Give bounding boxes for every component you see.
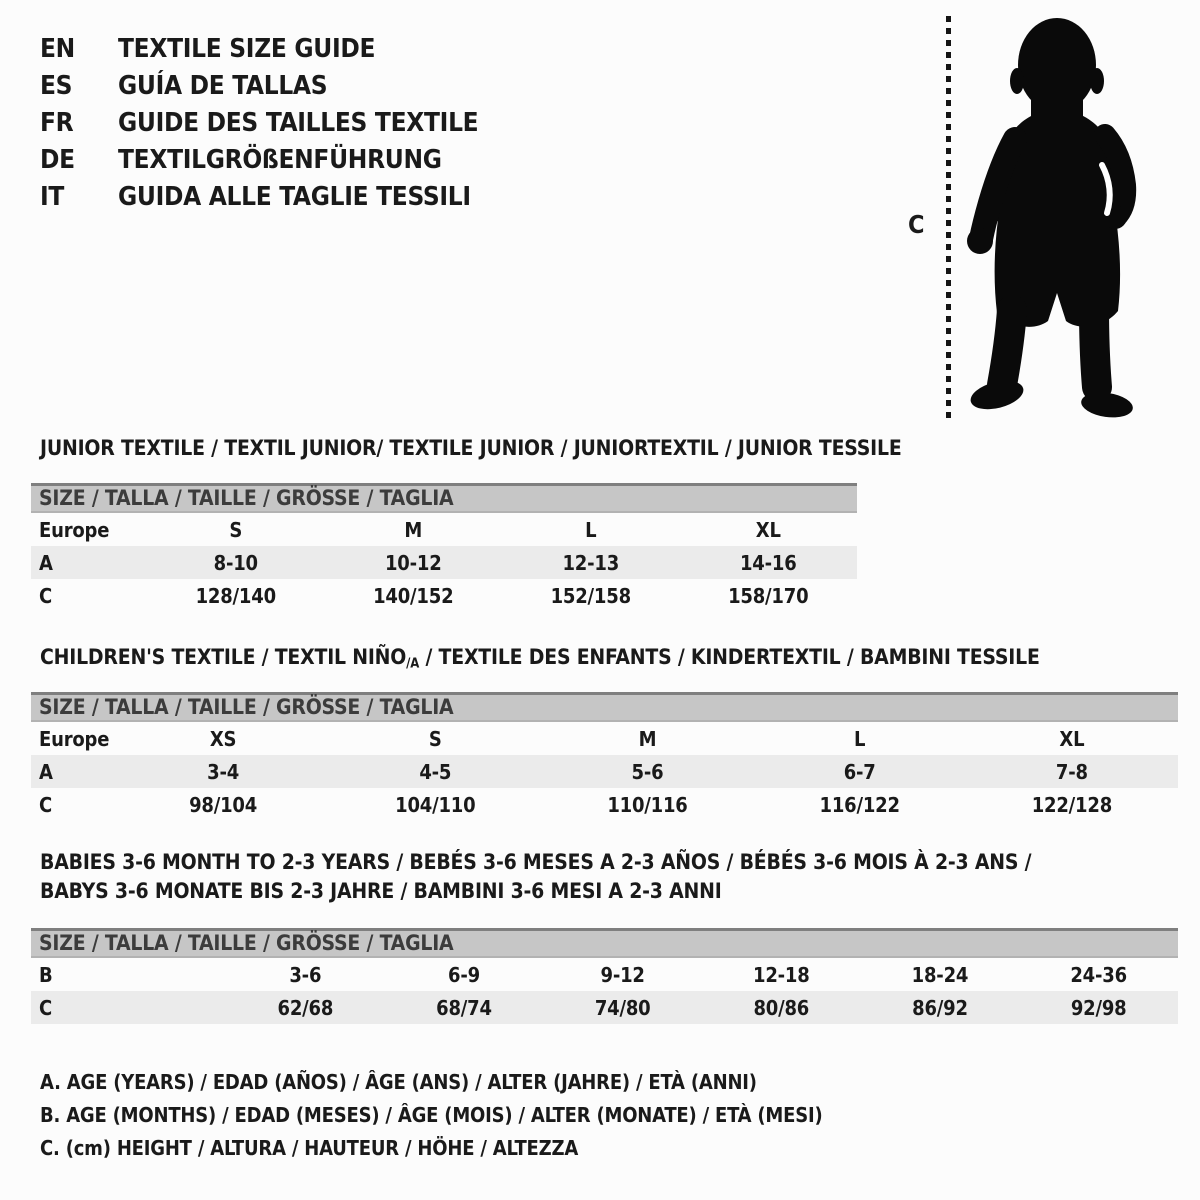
language-code: IT [40,181,65,212]
table-row [31,958,1178,991]
height-measure-label: C [908,210,925,239]
language-label: TEXTILGRÖßENFÜHRUNG [118,144,442,175]
language-header [40,30,478,215]
language-row [40,104,478,141]
size-cell: 104/110 [395,792,476,817]
language-row [40,141,478,178]
size-cell: S [229,517,243,542]
language-row [40,178,478,215]
row-label: Europe [39,726,110,751]
children-section-heading [40,645,1040,672]
table-row [31,722,1178,755]
table-row [31,755,1178,788]
row-label: C [39,583,53,608]
size-cell: S [428,726,442,751]
children-heading-subscript: /A [406,656,420,672]
size-cell: 12-13 [562,550,620,575]
size-cell: 98/104 [189,792,258,817]
footnote-a: A. AGE (YEARS) / EDAD (AÑOS) / ÂGE (ANS) / ALTER (JAHRE) / ETÀ (ANNI) [40,1070,757,1094]
size-cell: 62/68 [277,995,334,1020]
size-cell: 5-6 [631,759,664,784]
children-heading-text: CHILDREN'S TEXTILE / TEXTIL NIÑO [40,645,407,669]
size-cell: 18-24 [911,962,969,987]
size-cell: 116/122 [819,792,900,817]
junior-size-table [31,483,857,612]
footnotes [40,1066,823,1165]
junior-size-bar: SIZE / TALLA / TAILLE / GRÖSSE / TAGLIA [31,483,857,513]
size-cell: L [854,726,866,751]
language-label: GUIDE DES TAILLES TEXTILE [118,107,479,138]
size-cell: 74/80 [594,995,651,1020]
row-label: A [39,550,53,575]
size-cell: M [638,726,657,751]
row-label: C [39,792,53,817]
size-cell: 3-6 [289,962,322,987]
size-cell: 6-7 [843,759,876,784]
table-row [31,579,857,612]
table-row [31,513,857,546]
row-label: Europe [39,517,110,542]
language-code: ES [40,70,73,101]
height-dashed-line [946,16,951,418]
row-label: A [39,759,53,784]
size-cell: 140/152 [373,583,454,608]
babies-size-table [31,928,1178,1024]
size-cell: 110/116 [607,792,688,817]
size-cell: 7-8 [1055,759,1088,784]
size-cell: 158/170 [728,583,809,608]
language-label: GUÍA DE TALLAS [118,70,328,101]
babies-heading-line2: BABYS 3-6 MONATE BIS 2-3 JAHRE / BAMBINI 3-6 MESI A 2-3 ANNI [40,879,722,903]
size-cell: 80/86 [753,995,810,1020]
size-cell: 92/98 [1070,995,1127,1020]
size-cell: 128/140 [195,583,276,608]
size-cell: 24-36 [1070,962,1127,987]
children-heading-text: / TEXTILE DES ENFANTS / KINDERTEXTIL / BAMBINI TESSILE [419,645,1040,669]
size-cell: 86/92 [912,995,968,1020]
size-cell: 122/128 [1031,792,1113,817]
row-label: C [39,995,53,1020]
babies-size-bar: SIZE / TALLA / TAILLE / GRÖSSE / TAGLIA [31,928,1178,958]
junior-section-heading: JUNIOR TEXTILE / TEXTIL JUNIOR/ TEXTILE JUNIOR / JUNIORTEXTIL / JUNIOR TESSILE [40,436,902,460]
row-label: B [39,962,53,987]
size-cell: 8-10 [213,550,258,575]
size-cell: 68/74 [436,995,492,1020]
children-size-bar: SIZE / TALLA / TAILLE / GRÖSSE / TAGLIA [31,692,1178,722]
size-cell: 4-5 [419,759,452,784]
footnote-c: C. (cm) HEIGHT / ALTURA / HAUTEUR / HÖHE / ALTEZZA [40,1136,579,1160]
footnote-b: B. AGE (MONTHS) / EDAD (MESES) / ÂGE (MOIS) / ALTER (MONATE) / ETÀ (MESI) [40,1103,823,1127]
language-label: GUIDA ALLE TAGLIE TESSILI [118,181,471,212]
children-size-table [31,692,1178,821]
language-code: FR [40,107,74,138]
size-cell: XL [1059,726,1085,751]
size-cell: 152/158 [550,583,631,608]
table-row [31,991,1178,1024]
language-row [40,67,478,104]
language-code: DE [40,144,75,175]
size-cell: 9-12 [600,962,645,987]
size-cell: L [585,517,597,542]
language-row [40,30,478,67]
babies-heading-line1: BABIES 3-6 MONTH TO 2-3 YEARS / BEBÉS 3-6 MESES A 2-3 AÑOS / BÉBÉS 3-6 MOIS À 2-3 ANS / [40,850,1032,874]
table-row [31,546,857,579]
babies-section-heading [40,848,1031,906]
size-cell: 14-16 [739,550,797,575]
size-cell: 3-4 [207,759,240,784]
size-cell: 10-12 [384,550,442,575]
size-cell: 6-9 [448,962,480,987]
size-cell: XS [209,726,237,751]
toddler-silhouette-icon [967,15,1137,425]
size-cell: XL [755,517,781,542]
size-cell: 12-18 [753,962,810,987]
language-label: TEXTILE SIZE GUIDE [118,33,376,64]
table-row [31,788,1178,821]
language-code: EN [40,33,75,64]
size-cell: M [404,517,423,542]
